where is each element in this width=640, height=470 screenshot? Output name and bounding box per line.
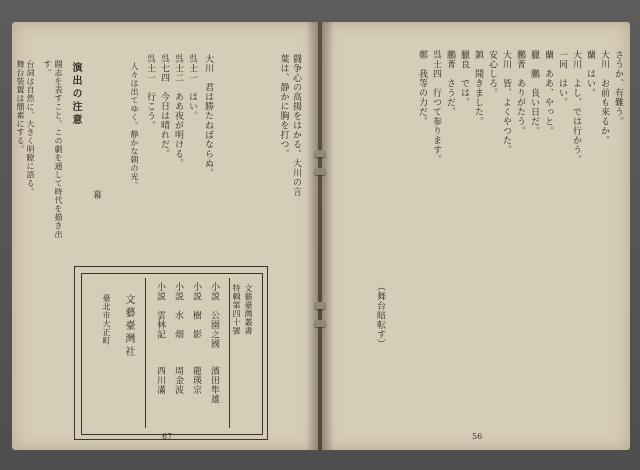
dialogue-line: 臘 鵬 良い日だ。 — [529, 50, 539, 136]
dialogue-line: 鵬菁 さうだ。 — [445, 50, 455, 117]
stage-direction: （舞台暗転す） — [375, 282, 385, 349]
binding-staple — [314, 150, 326, 157]
binding-staple — [314, 320, 326, 327]
book-author: 龍瑛宗 — [191, 366, 201, 395]
notes-text: 舞台装置は簡素にする。 — [16, 60, 25, 154]
page-number-left: 67 — [162, 432, 173, 441]
dialogue-line: 安心しろ。 — [487, 50, 497, 98]
dialogue-line: 臘良 では。 — [459, 50, 469, 107]
intro-paragraph: 闘争心の高揚をはかる。大川の言葉は、静かに胸を打つ。 — [278, 54, 301, 197]
publication-list-box — [74, 266, 268, 440]
dialogue-line: 大川 皆、よくやつた。 — [501, 50, 511, 155]
binding-staple — [314, 302, 326, 309]
book-title: 小説 雲林記 — [155, 282, 165, 339]
end-mark: 幕 — [91, 190, 101, 200]
dialogue-line: さうか、有難う。 — [613, 50, 623, 126]
dialogue-line: 鎮 聞きました。 — [473, 50, 483, 126]
left-page — [12, 22, 318, 450]
dialogue-line: 蘭 はい。 — [585, 50, 595, 98]
notes-text: 闘志を表すこと。この劇を通して時代を描き出す。 — [43, 60, 63, 239]
book-title: 小説 樹 影 — [191, 282, 201, 339]
box-divider — [229, 278, 230, 428]
book-gutter — [306, 22, 334, 450]
box-inner-frame — [81, 273, 263, 435]
dialogue-line: 呉士二 ああ夜が明ける。 — [173, 54, 183, 168]
dialogue-line: 一同 はい。 — [557, 50, 567, 107]
dialogue-line: 蘭 ああ、やっと。 — [543, 50, 553, 136]
notes-text: 台詞は自然に、大きく明瞭に語る。 — [26, 60, 35, 196]
book-author: 周金波 — [173, 366, 183, 395]
dialogue-line: 呉七四 今日は晴れだ。 — [159, 54, 169, 159]
book-title: 小説 水 畑 — [173, 282, 183, 339]
box-subtitle: 特輯第四十號 — [232, 284, 241, 335]
stage-direction: 人々は出てゆく。静かな朝の光。 — [130, 62, 139, 190]
dialogue-line: 鄭 我等の力だ。 — [417, 50, 427, 126]
book-title: 小説 公園之國 — [209, 282, 219, 349]
dialogue-line: 呉士一 はい。 — [187, 54, 197, 121]
dialogue-line: 呉士四 行つて参ります。 — [431, 50, 441, 164]
box-title: 文藝臺灣叢書 — [244, 284, 253, 335]
book-author: 西川滿 — [155, 366, 165, 395]
binding-staple — [314, 168, 326, 175]
book-author: 濱田隼雄 — [209, 366, 219, 404]
dialogue-line: 大川 よし、では行かう。 — [571, 50, 581, 164]
dialogue-line: 呉士一 行こう。 — [145, 54, 155, 130]
dialogue-line: 鵬菁 ありがたう。 — [515, 50, 525, 136]
publisher-name: 文藝臺灣社 — [123, 294, 134, 359]
box-divider — [145, 278, 146, 428]
publisher-address: 臺北市大正町 — [102, 294, 111, 345]
right-page — [322, 22, 630, 450]
notes-heading: 演出の注意 — [70, 62, 81, 127]
page-number-right: 56 — [472, 432, 483, 441]
dialogue-line: 大川 お前も来るか。 — [599, 50, 609, 145]
dialogue-line: 大川 君は勝たねばならぬ。 — [203, 54, 213, 178]
